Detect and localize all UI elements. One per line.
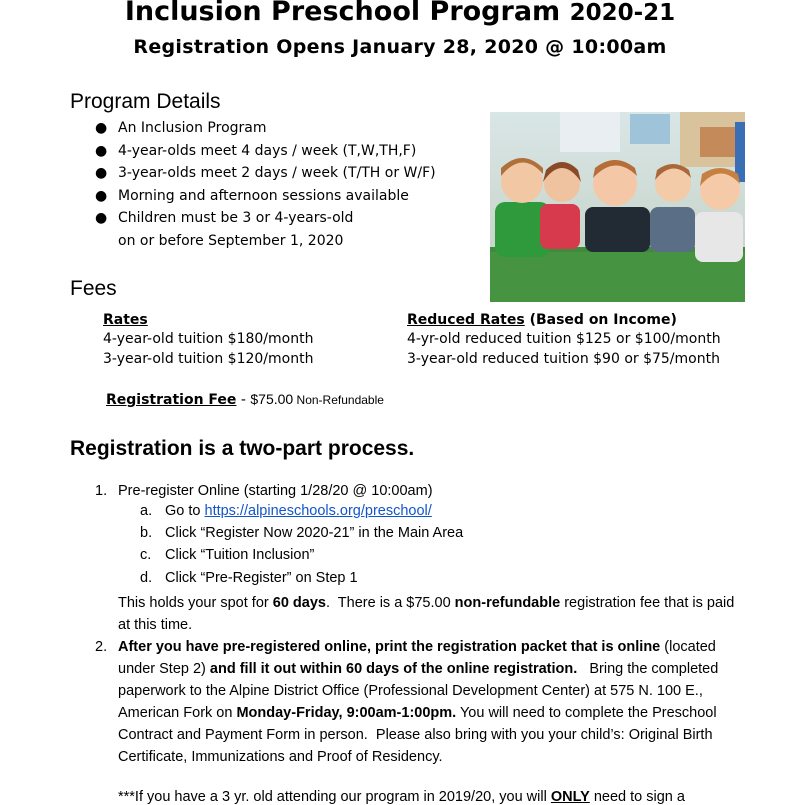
note-emphasis: non-refundable <box>454 595 561 611</box>
note-text: ***If you have a 3 yr. old attending our program in 2019/20, you will <box>118 789 551 805</box>
fees-heading: Fees <box>70 277 117 300</box>
step-1 <box>95 480 433 502</box>
note-emphasis: 60 days <box>272 595 326 611</box>
substep-text: Click “Pre-Register” on Step 1 <box>165 570 358 586</box>
step-emphasis: and fill it out within 60 days of the online registration. <box>209 661 578 677</box>
bullet-text: Morning and afternoon sessions available <box>118 187 409 204</box>
returning-student-note <box>118 789 738 805</box>
substep-letter: c. <box>140 547 152 563</box>
step-text-run: (located under Step 2) <box>118 639 720 677</box>
registration-fee <box>106 391 384 408</box>
preschool-registration-link[interactable]: https://alpineschools.org/preschool/ <box>204 503 432 519</box>
bullet-icon: ● <box>95 187 108 204</box>
substep-letter: d. <box>140 570 153 586</box>
registration-fee-note: Non-Refundable <box>293 393 384 407</box>
program-details-heading: Program Details <box>70 90 221 113</box>
rates-heading: Rates <box>103 312 148 328</box>
step-text <box>118 636 735 768</box>
registration-heading: Registration is a two-part process. <box>70 437 415 460</box>
title-text: Inclusion Preschool Program <box>124 0 561 27</box>
note-text: . There is a $75.00 <box>325 595 455 611</box>
substep-text: Go to <box>165 503 205 519</box>
note-text: This holds your spot for <box>118 595 273 611</box>
substep-c <box>140 547 314 563</box>
bullet-text: An Inclusion Program <box>118 120 267 136</box>
bullet-text: on or before September 1, 2020 <box>118 232 344 249</box>
registration-fee-amount: $75.00 <box>250 391 294 407</box>
step-number: 2. <box>95 639 108 655</box>
reduced-rates-heading <box>407 312 677 328</box>
list-item-continuation <box>92 230 436 253</box>
substep-text: Click “Tuition Inclusion” <box>165 547 315 563</box>
note-text: need to sign a <box>589 789 685 805</box>
list-item <box>92 117 436 140</box>
children-classroom-photo-icon <box>490 112 745 302</box>
bullet-icon: ● <box>95 142 108 159</box>
list-item <box>92 185 436 208</box>
reduced-rates-note: (Based on Income) <box>529 312 677 328</box>
page-title <box>0 0 800 27</box>
step-number: 1. <box>95 483 108 499</box>
bullet-icon: ● <box>95 210 108 226</box>
list-item <box>92 207 436 230</box>
substep-text: Click “Register Now 2020-21” in the Main Area <box>165 525 464 541</box>
step-emphasis: After you have pre-registered online, print the registration packet that is online <box>118 639 661 655</box>
step-emphasis: Monday-Friday, 9:00am-1:00pm. <box>236 705 457 721</box>
page-subtitle: Registration Opens January 28, 2020 @ 10:00am <box>133 36 667 58</box>
step-1-note <box>118 592 738 636</box>
step-text: Pre-register Online (starting 1/28/20 @ 10:00am) <box>118 483 433 499</box>
step-text-run: Bring the completed paperwork to the Alpine District Office (Professional Development Center) at 575 N. 100 E., American Fork on <box>118 661 723 721</box>
step-2 <box>95 636 735 768</box>
rate-item: 3-year-old tuition $120/month <box>103 351 314 367</box>
registration-fee-separator: - <box>236 392 251 408</box>
bullet-text: 4-year-olds meet 4 days / week (T,W,TH,F) <box>118 142 417 159</box>
reduced-rate-item: 4-yr-old reduced tuition $125 or $100/month <box>407 331 721 347</box>
bullet-icon: ● <box>95 120 108 136</box>
reduced-rates-label: Reduced Rates <box>407 312 525 328</box>
registration-fee-label: Registration Fee <box>106 392 237 408</box>
bullet-text: 3-year-olds meet 2 days / week (T/TH or W/F) <box>118 165 436 181</box>
substep-letter: a. <box>140 503 153 519</box>
list-item <box>92 140 436 163</box>
substep-letter: b. <box>140 525 153 541</box>
program-details-list <box>92 117 436 252</box>
list-item <box>92 162 436 185</box>
title-year: 2020-21 <box>569 0 676 26</box>
step-text-run: You will need to complete the Preschool Contract and Payment Form in person. Please also bring with you your child’s: Original Birth Certificate, Immunizations and Proof of Residency. <box>118 705 721 765</box>
bullet-text: Children must be 3 or 4-years-old <box>118 210 354 226</box>
rate-item: 4-year-old tuition $180/month <box>103 331 314 347</box>
bullet-icon: ● <box>95 165 108 181</box>
substep-a <box>140 503 432 519</box>
note-text: registration fee that is paid at this time. <box>118 595 739 633</box>
reduced-rate-item: 3-year-old reduced tuition $90 or $75/month <box>407 351 720 367</box>
substep-b <box>140 525 463 541</box>
substep-d <box>140 570 358 586</box>
note-emphasis: ONLY <box>550 789 590 805</box>
